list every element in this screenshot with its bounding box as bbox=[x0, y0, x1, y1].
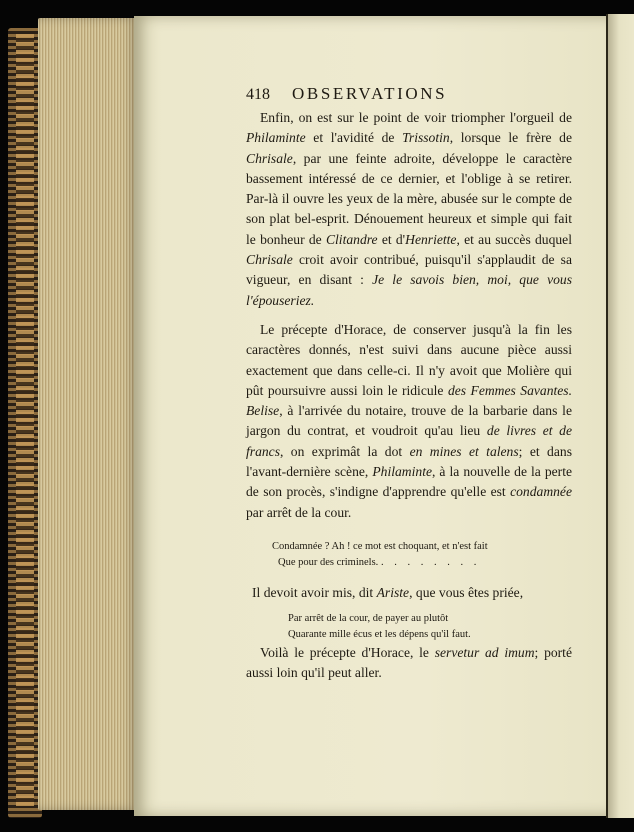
italic-name: Chrisale bbox=[246, 252, 293, 268]
verse-line: Quarante mille écus et les dépens qu'il faut. bbox=[288, 628, 471, 640]
text-run: Le précepte d'Horace, de conserver jusqu'à la fin les caractères donnés, n'est suivi dans aucune pièce aussi exactement que dans celle-ci. Il n'y avoit que Molière qui pût poursuivre aussi loin le ridicule bbox=[246, 321, 572, 398]
text-run: , et au succès duquel bbox=[456, 231, 572, 247]
italic-name: Philaminte bbox=[372, 464, 433, 480]
italic-word: condamnée bbox=[510, 484, 572, 500]
verse-line: Par arrêt de la cour, de payer au plutôt bbox=[288, 612, 449, 624]
verse-line: Condamnée ? Ah ! ce mot est choquant, et n'est fait bbox=[272, 540, 488, 552]
text-run: Il devoit avoir mis, dit bbox=[252, 584, 377, 600]
italic-name: Trissotin bbox=[402, 130, 450, 146]
italic-name: Clitandre bbox=[325, 231, 378, 247]
verse-line bbox=[272, 555, 572, 571]
paragraph-2 bbox=[246, 320, 572, 523]
italic-name: Ariste bbox=[376, 584, 410, 600]
aside-line bbox=[246, 583, 572, 603]
italic-quote: Je le savois bien, moi, que vous l'épouseriez. bbox=[246, 272, 572, 308]
text-run: , à la nouvelle de la perte de son procès, s'indigne d'apprendre qu'elle est bbox=[246, 464, 573, 500]
facing-page-edge bbox=[606, 14, 634, 818]
page-text bbox=[246, 84, 572, 684]
italic-phrase: en mines et talens bbox=[409, 443, 519, 459]
ellipsis-dots: . . . . . . . . bbox=[380, 556, 481, 568]
italic-title: des Femmes Savantes. Belise bbox=[246, 382, 572, 419]
text-run: , lorsque le frère de bbox=[449, 130, 572, 146]
verse-quote-2 bbox=[246, 611, 572, 643]
italic-phrase: de livres et de francs bbox=[246, 423, 572, 459]
page-number: 418 bbox=[246, 86, 270, 103]
closing-paragraph bbox=[246, 643, 572, 684]
spine-decoration bbox=[16, 34, 34, 806]
italic-name: Philaminte bbox=[246, 130, 306, 146]
text-run: par arrêt de la cour. bbox=[246, 504, 352, 520]
text-run: Voilà le précepte d'Horace, le bbox=[260, 644, 435, 660]
text-run: , on exprimât la dot bbox=[279, 443, 410, 459]
text-run: Enfin, on est sur le point de voir triompher l'orgueil de bbox=[260, 110, 572, 125]
text-run: et d' bbox=[377, 231, 406, 247]
text-run: ; et dans l'avant-dernière scène, bbox=[246, 443, 572, 480]
running-title: OBSERVATIONS bbox=[292, 84, 448, 103]
paragraph-1 bbox=[246, 108, 572, 311]
italic-name: Henriette bbox=[405, 231, 457, 247]
text-run: ; porté aussi loin qu'il peut aller. bbox=[246, 644, 572, 681]
page-header bbox=[246, 84, 572, 104]
verse-text: Que pour des criminels. bbox=[278, 556, 379, 568]
verse-quote-1 bbox=[246, 539, 572, 571]
text-run: croit avoir contribué, puisqu'il s'applaudit de sa vigueur, en disant : bbox=[246, 252, 572, 288]
italic-latin: servetur ad imum bbox=[434, 644, 535, 660]
page-edges bbox=[38, 18, 138, 810]
italic-name: Chrisale bbox=[246, 150, 293, 166]
text-run: et l'avidité de bbox=[305, 130, 403, 146]
text-run: , que vous êtes priée, bbox=[409, 584, 524, 600]
text-run: , par une feinte adroite, développe le caractère bassement intéressé de ce dernier, et l'oblige à se retirer. Par-là il ouvre les yeux de la mère, abusée sur le compte de son plat bel-esprit. Dénouement heureux et simple qui fait le bonheur de bbox=[246, 150, 572, 247]
text-run: , à l'arrivée du notaire, trouve de la barbarie dans le jargon du contrat, et voudroit qu'au lieu bbox=[246, 403, 572, 439]
